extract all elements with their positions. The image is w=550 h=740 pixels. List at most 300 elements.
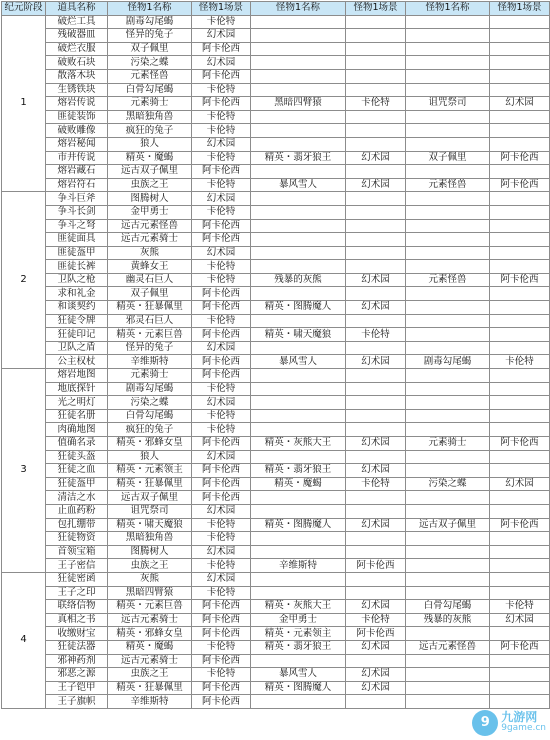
monster-name-cell <box>406 341 490 355</box>
monster-scene-cell: 幻术园 <box>192 341 251 355</box>
monster-scene-cell <box>490 233 550 247</box>
monster-scene-cell <box>346 504 406 518</box>
monster-name-cell <box>251 287 346 301</box>
monster-scene-cell <box>346 287 406 301</box>
monster-name-cell <box>406 110 490 124</box>
monster-scene-cell: 阿卡伦西 <box>192 695 251 709</box>
monster-scene-cell: 幻术园 <box>346 273 406 287</box>
monster-scene-cell: 阿卡伦西 <box>192 69 251 83</box>
monster-name-cell <box>251 69 346 83</box>
monster-name-cell <box>406 260 490 274</box>
monster-scene-cell: 阿卡伦西 <box>192 355 251 369</box>
monster-scene-cell <box>490 42 550 56</box>
table-row <box>2 328 550 342</box>
monster-scene-cell <box>490 301 550 315</box>
table-row <box>2 396 550 410</box>
monster-name-cell <box>251 532 346 546</box>
monster-scene-cell <box>346 83 406 97</box>
monster-name-cell: 精英・邪蜂女皇 <box>108 437 192 451</box>
column-header: 怪物1名称 <box>406 2 490 16</box>
table-row <box>2 586 550 600</box>
monster-name-cell <box>251 29 346 43</box>
table-row <box>2 151 550 165</box>
monster-name-cell: 远古元素骑士 <box>108 233 192 247</box>
monster-scene-cell: 幻术园 <box>192 246 251 260</box>
monster-scene-cell <box>490 382 550 396</box>
monster-scene-cell: 幻术园 <box>490 97 550 111</box>
table-row <box>2 491 550 505</box>
item-name-cell: 求和礼金 <box>46 287 108 301</box>
monster-scene-cell: 阿卡伦西 <box>192 165 251 179</box>
monster-scene-cell: 卡伦特 <box>346 613 406 627</box>
monster-name-cell <box>406 165 490 179</box>
monster-name-cell <box>251 654 346 668</box>
monster-scene-cell: 卡伦特 <box>192 178 251 192</box>
column-header: 怪物1名称 <box>251 2 346 16</box>
table-row <box>2 532 550 546</box>
monster-scene-cell <box>490 681 550 695</box>
monster-name-cell: 远古双子佩里 <box>108 491 192 505</box>
monster-scene-cell: 卡伦特 <box>192 559 251 573</box>
monster-scene-cell: 幻术园 <box>346 464 406 478</box>
monster-scene-cell: 卡伦特 <box>192 640 251 654</box>
table-row <box>2 504 550 518</box>
monster-name-cell <box>406 69 490 83</box>
item-name-cell: 争斗之弩 <box>46 219 108 233</box>
monster-name-cell: 黑暗四臂猿 <box>108 586 192 600</box>
monster-scene-cell <box>490 314 550 328</box>
monster-scene-cell <box>490 695 550 709</box>
item-name-cell: 匪徒盔甲 <box>46 246 108 260</box>
item-name-cell: 残破器皿 <box>46 29 108 43</box>
monster-scene-cell: 幻术园 <box>346 681 406 695</box>
table-row <box>2 450 550 464</box>
monster-scene-cell: 阿卡伦西 <box>192 301 251 315</box>
monster-name-cell <box>251 56 346 70</box>
monster-name-cell <box>251 233 346 247</box>
monster-name-cell <box>406 205 490 219</box>
monster-name-cell <box>406 572 490 586</box>
column-header: 纪元阶段 <box>2 2 46 16</box>
table-row <box>2 640 550 654</box>
monster-scene-cell: 幻术园 <box>346 437 406 451</box>
monster-scene-cell: 幻术园 <box>346 518 406 532</box>
monster-name-cell <box>406 559 490 573</box>
monster-scene-cell: 卡伦特 <box>192 273 251 287</box>
table-row <box>2 233 550 247</box>
monster-name-cell <box>406 314 490 328</box>
monster-scene-cell <box>346 233 406 247</box>
monster-scene-cell <box>490 246 550 260</box>
monster-name-cell: 远古双子佩里 <box>406 518 490 532</box>
monster-scene-cell <box>346 532 406 546</box>
monster-name-cell: 元素怪兽 <box>406 178 490 192</box>
monster-scene-cell <box>490 219 550 233</box>
monster-scene-cell: 阿卡伦西 <box>490 518 550 532</box>
column-header: 怪物1名称 <box>108 2 192 16</box>
monster-name-cell: 黑暗独角兽 <box>108 532 192 546</box>
table-row <box>2 124 550 138</box>
monster-name-cell <box>251 423 346 437</box>
monster-name-cell: 精英・邪蜂女皇 <box>108 627 192 641</box>
table-row <box>2 97 550 111</box>
monster-name-cell <box>251 396 346 410</box>
item-name-cell: 王子铠甲 <box>46 681 108 695</box>
monster-scene-cell: 幻术园 <box>192 137 251 151</box>
table-row <box>2 369 550 383</box>
item-name-cell: 熔岩传说 <box>46 97 108 111</box>
item-name-cell: 联络信物 <box>46 600 108 614</box>
monster-name-cell: 金甲勇士 <box>251 613 346 627</box>
monster-scene-cell: 阿卡伦西 <box>192 369 251 383</box>
table-row <box>2 273 550 287</box>
table-row <box>2 15 550 29</box>
monster-scene-cell <box>346 192 406 206</box>
item-name-cell: 狂徒盔甲 <box>46 477 108 491</box>
table-row <box>2 559 550 573</box>
item-name-cell: 破烂工具 <box>46 15 108 29</box>
table-row <box>2 137 550 151</box>
monster-scene-cell: 阿卡伦西 <box>192 627 251 641</box>
table-row <box>2 382 550 396</box>
table-row <box>2 178 550 192</box>
monster-scene-cell: 卡伦特 <box>192 668 251 682</box>
item-name-cell: 首领宝箱 <box>46 545 108 559</box>
monster-name-cell: 疯狂的兔子 <box>108 124 192 138</box>
monster-scene-cell <box>346 572 406 586</box>
monster-name-cell: 剧毒勾尾蝎 <box>406 355 490 369</box>
column-header: 道具名称 <box>46 2 108 16</box>
monster-name-cell <box>406 627 490 641</box>
monster-scene-cell <box>346 205 406 219</box>
monster-scene-cell <box>346 341 406 355</box>
table-row <box>2 437 550 451</box>
monster-name-cell <box>251 314 346 328</box>
item-name-cell: 狂徒法器 <box>46 640 108 654</box>
table-row <box>2 205 550 219</box>
monster-name-cell: 白骨勾尾蝎 <box>406 600 490 614</box>
table-header-row <box>2 2 550 16</box>
table-row <box>2 341 550 355</box>
monster-name-cell <box>406 396 490 410</box>
monster-scene-cell: 卡伦特 <box>192 15 251 29</box>
monster-name-cell <box>251 545 346 559</box>
column-header: 怪物1场景 <box>192 2 251 16</box>
monster-name-cell <box>251 504 346 518</box>
monster-name-cell <box>251 205 346 219</box>
monster-scene-cell: 阿卡伦西 <box>192 287 251 301</box>
monster-scene-cell <box>346 219 406 233</box>
monster-name-cell <box>406 464 490 478</box>
monster-name-cell <box>406 423 490 437</box>
monster-scene-cell <box>490 165 550 179</box>
monster-name-cell <box>406 545 490 559</box>
item-name-cell: 王子旗帜 <box>46 695 108 709</box>
monster-name-cell <box>251 695 346 709</box>
monster-name-cell <box>251 586 346 600</box>
item-name-cell: 狂徒令牌 <box>46 314 108 328</box>
monster-name-cell <box>406 246 490 260</box>
monster-name-cell <box>406 301 490 315</box>
monster-name-cell: 辛维斯特 <box>108 355 192 369</box>
monster-scene-cell: 阿卡伦西 <box>192 654 251 668</box>
monster-name-cell: 精英・图腾魔人 <box>251 518 346 532</box>
monster-name-cell: 怪异的兔子 <box>108 341 192 355</box>
item-name-cell: 值确名录 <box>46 437 108 451</box>
item-name-cell: 光之明灯 <box>46 396 108 410</box>
item-name-cell: 狂徒名册 <box>46 409 108 423</box>
monster-scene-cell: 卡伦特 <box>192 409 251 423</box>
monster-scene-cell <box>490 545 550 559</box>
item-name-cell: 包扎绷带 <box>46 518 108 532</box>
monster-scene-cell: 阿卡伦西 <box>192 681 251 695</box>
monster-name-cell <box>406 369 490 383</box>
item-name-cell: 狂徒印记 <box>46 328 108 342</box>
monster-scene-cell <box>490 260 550 274</box>
item-name-cell: 真相之书 <box>46 613 108 627</box>
monster-name-cell <box>406 382 490 396</box>
monster-scene-cell: 阿卡伦西 <box>490 273 550 287</box>
monster-name-cell <box>406 29 490 43</box>
monster-name-cell: 黑暗独角兽 <box>108 110 192 124</box>
monster-scene-cell: 卡伦特 <box>490 600 550 614</box>
monster-name-cell <box>406 219 490 233</box>
item-name-cell: 邪恶之源 <box>46 668 108 682</box>
table-row <box>2 409 550 423</box>
monster-name-cell: 虫族之王 <box>108 559 192 573</box>
monster-scene-cell <box>346 15 406 29</box>
table-row <box>2 56 550 70</box>
item-name-cell: 卫队之盾 <box>46 341 108 355</box>
monster-name-cell: 污染之蝶 <box>108 396 192 410</box>
table-row <box>2 627 550 641</box>
monster-scene-cell: 卡伦特 <box>192 518 251 532</box>
table-row <box>2 246 550 260</box>
table-row <box>2 654 550 668</box>
item-name-cell: 争斗巨斧 <box>46 192 108 206</box>
monster-name-cell <box>251 42 346 56</box>
monster-scene-cell: 卡伦特 <box>192 423 251 437</box>
monster-name-cell: 污染之蝶 <box>406 477 490 491</box>
monster-name-cell: 图腾树人 <box>108 192 192 206</box>
monster-scene-cell: 阿卡伦西 <box>192 464 251 478</box>
monster-scene-cell <box>346 124 406 138</box>
monster-name-cell: 双子佩里 <box>406 151 490 165</box>
monster-scene-cell <box>346 423 406 437</box>
table-row <box>2 29 550 43</box>
monster-scene-cell: 阿卡伦西 <box>346 559 406 573</box>
monster-name-cell: 黑暗四臂猿 <box>251 97 346 111</box>
item-name-cell: 止血药粉 <box>46 504 108 518</box>
monster-scene-cell <box>346 246 406 260</box>
monster-scene-cell: 幻术园 <box>346 640 406 654</box>
monster-name-cell <box>406 124 490 138</box>
monster-scene-cell: 卡伦特 <box>192 532 251 546</box>
monster-name-cell: 图腾树人 <box>108 545 192 559</box>
monster-name-cell: 疯狂的兔子 <box>108 423 192 437</box>
monster-name-cell: 元素怪兽 <box>406 273 490 287</box>
monster-name-cell <box>406 42 490 56</box>
monster-name-cell: 远古双子佩里 <box>108 165 192 179</box>
table-row <box>2 668 550 682</box>
monster-scene-cell: 阿卡伦西 <box>490 640 550 654</box>
monster-name-cell <box>251 83 346 97</box>
item-name-cell: 生锈铁块 <box>46 83 108 97</box>
monster-scene-cell <box>490 29 550 43</box>
monster-name-cell <box>406 192 490 206</box>
monster-name-cell <box>406 15 490 29</box>
monster-name-cell: 精英・魔蝎 <box>108 640 192 654</box>
monster-scene-cell <box>346 56 406 70</box>
monster-scene-cell <box>346 110 406 124</box>
monster-scene-cell: 幻术园 <box>192 56 251 70</box>
monster-scene-cell <box>346 382 406 396</box>
monster-scene-cell <box>346 396 406 410</box>
monster-scene-cell: 卡伦特 <box>192 83 251 97</box>
item-name-cell: 熔岩藏石 <box>46 165 108 179</box>
monster-scene-cell <box>346 29 406 43</box>
item-name-cell: 狂徒密函 <box>46 572 108 586</box>
item-name-cell: 争斗长剑 <box>46 205 108 219</box>
table-row <box>2 219 550 233</box>
monster-scene-cell: 阿卡伦西 <box>490 178 550 192</box>
item-name-cell: 匪徒长裤 <box>46 260 108 274</box>
monster-name-cell: 精英・啸天魔狼 <box>108 518 192 532</box>
monster-scene-cell: 卡伦特 <box>192 260 251 274</box>
monster-scene-cell: 阿卡伦西 <box>192 477 251 491</box>
monster-scene-cell <box>490 409 550 423</box>
monster-scene-cell: 卡伦特 <box>346 97 406 111</box>
monster-scene-cell <box>346 491 406 505</box>
table-row <box>2 681 550 695</box>
table-row <box>2 355 550 369</box>
table-row <box>2 423 550 437</box>
monster-scene-cell <box>490 654 550 668</box>
monster-name-cell: 精英・狂暴佩里 <box>108 477 192 491</box>
monster-scene-cell: 幻术园 <box>346 668 406 682</box>
table-row <box>2 42 550 56</box>
monster-name-cell <box>406 504 490 518</box>
monster-name-cell <box>406 654 490 668</box>
monster-scene-cell: 卡伦特 <box>192 151 251 165</box>
table-row <box>2 600 550 614</box>
monster-scene-cell <box>490 110 550 124</box>
column-header: 怪物1场景 <box>490 2 550 16</box>
monster-name-cell: 精英・翡牙狼王 <box>251 640 346 654</box>
monster-scene-cell <box>346 409 406 423</box>
monster-name-cell: 精英・翡牙狼王 <box>251 464 346 478</box>
monster-name-cell: 精英・元素领主 <box>251 627 346 641</box>
monster-name-cell: 精英・元素巨兽 <box>108 328 192 342</box>
monster-name-cell: 远古元素怪兽 <box>108 219 192 233</box>
monster-name-cell <box>251 572 346 586</box>
monster-scene-cell: 幻术园 <box>346 178 406 192</box>
monster-name-cell: 精英・图腾魔人 <box>251 301 346 315</box>
monster-scene-cell <box>346 586 406 600</box>
monster-scene-cell <box>490 586 550 600</box>
monster-name-cell: 精英・元素领主 <box>108 464 192 478</box>
monster-scene-cell: 幻术园 <box>192 29 251 43</box>
monster-name-cell <box>406 328 490 342</box>
item-name-cell: 破败石块 <box>46 56 108 70</box>
monster-scene-cell: 幻术园 <box>192 192 251 206</box>
monster-name-cell: 精英・狂暴佩里 <box>108 301 192 315</box>
monster-name-cell <box>406 233 490 247</box>
monster-name-cell <box>406 532 490 546</box>
item-name-cell: 狂徒之血 <box>46 464 108 478</box>
monster-scene-cell <box>490 572 550 586</box>
monster-name-cell: 残暴的灰熊 <box>251 273 346 287</box>
monster-scene-cell <box>490 627 550 641</box>
monster-scene-cell: 阿卡伦西 <box>346 627 406 641</box>
monster-name-cell <box>251 110 346 124</box>
monster-scene-cell: 阿卡伦西 <box>192 600 251 614</box>
item-name-cell: 王子密信 <box>46 559 108 573</box>
table-row <box>2 464 550 478</box>
monster-name-cell <box>251 341 346 355</box>
monster-scene-cell: 卡伦特 <box>192 110 251 124</box>
monster-scene-cell <box>490 450 550 464</box>
monster-name-cell <box>251 450 346 464</box>
monster-scene-cell <box>490 287 550 301</box>
monster-name-cell: 污染之蝶 <box>108 56 192 70</box>
era-stage-cell: 1 <box>2 15 46 192</box>
site-watermark <box>472 710 546 736</box>
monster-scene-cell <box>346 42 406 56</box>
monster-name-cell <box>406 56 490 70</box>
item-name-cell: 地底探针 <box>46 382 108 396</box>
monster-scene-cell <box>490 192 550 206</box>
table-row <box>2 69 550 83</box>
monster-name-cell: 幽灵石巨人 <box>108 273 192 287</box>
table-body <box>2 15 550 708</box>
monster-scene-cell: 幻术园 <box>346 151 406 165</box>
monster-name-cell: 虫族之王 <box>108 178 192 192</box>
monster-scene-cell: 卡伦特 <box>192 382 251 396</box>
monster-drop-table <box>1 1 550 709</box>
monster-name-cell: 元素怪兽 <box>108 69 192 83</box>
monster-name-cell: 狼人 <box>108 450 192 464</box>
table-row <box>2 695 550 709</box>
monster-scene-cell: 阿卡伦西 <box>192 97 251 111</box>
table-row <box>2 260 550 274</box>
monster-name-cell <box>251 219 346 233</box>
monster-name-cell <box>251 409 346 423</box>
monster-scene-cell: 阿卡伦西 <box>490 437 550 451</box>
monster-name-cell <box>251 192 346 206</box>
item-name-cell: 狂徒头盔 <box>46 450 108 464</box>
monster-scene-cell <box>490 369 550 383</box>
table-row <box>2 301 550 315</box>
monster-name-cell: 远古元素骑士 <box>108 613 192 627</box>
monster-scene-cell: 幻术园 <box>346 600 406 614</box>
table-row <box>2 477 550 491</box>
item-name-cell: 公主权杖 <box>46 355 108 369</box>
site-logo-icon: 9 <box>472 710 498 736</box>
monster-scene-cell <box>346 654 406 668</box>
monster-name-cell: 暴风雪人 <box>251 668 346 682</box>
monster-name-cell: 元素骑士 <box>108 97 192 111</box>
monster-scene-cell <box>346 545 406 559</box>
monster-name-cell: 诅咒祭司 <box>406 97 490 111</box>
monster-scene-cell: 幻术园 <box>192 504 251 518</box>
item-name-cell: 清洁之水 <box>46 491 108 505</box>
monster-scene-cell <box>490 559 550 573</box>
table-row <box>2 83 550 97</box>
monster-name-cell <box>406 586 490 600</box>
item-name-cell: 匪徒装饰 <box>46 110 108 124</box>
monster-name-cell <box>406 137 490 151</box>
